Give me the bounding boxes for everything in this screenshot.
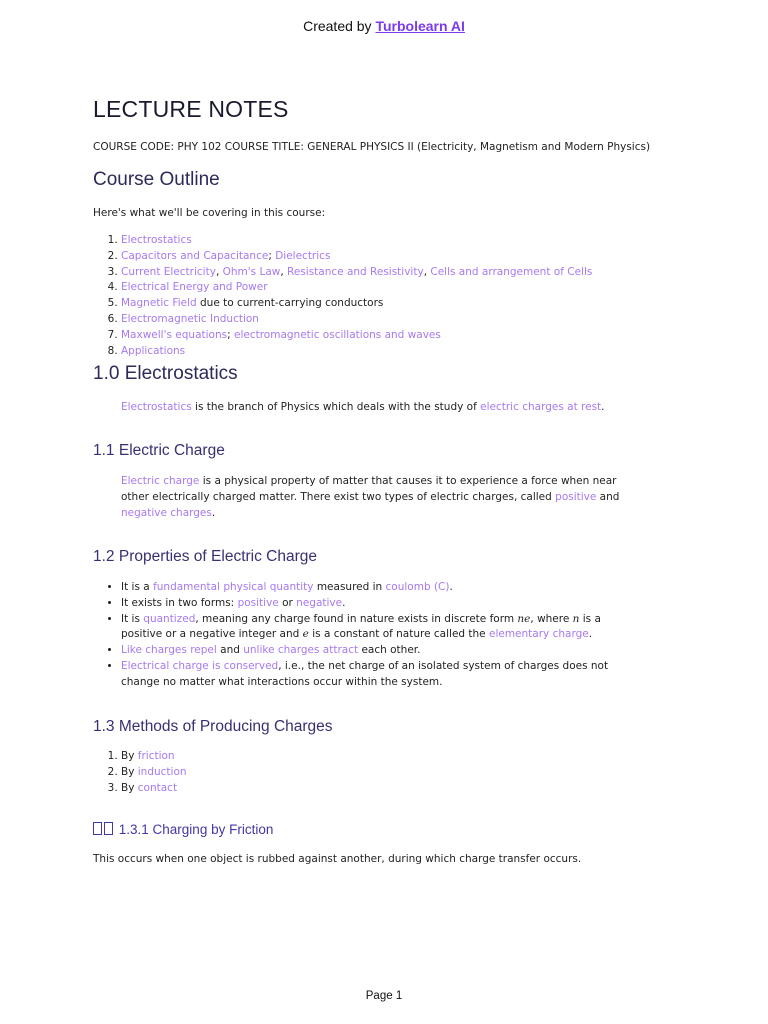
text-run: . (342, 596, 346, 609)
text-run: . (449, 581, 453, 593)
text-run: It is (121, 612, 144, 625)
term-link[interactable]: Cells and arrangement of Cells (430, 265, 593, 278)
text-run: is a constant of nature called the (308, 628, 489, 641)
section-1-0-heading: 1.0 Electrostatics (93, 363, 238, 384)
text-run: is a physical property of matter that causes it to experience a force when near other electrically charged matter. There exist two types of electric charges, called (121, 475, 617, 503)
turbolearn-link[interactable]: Turbolearn AI (375, 18, 465, 34)
list-item (121, 659, 641, 691)
term-link[interactable]: coulomb (C) (385, 581, 450, 593)
outline-heading: Course Outline (93, 169, 220, 190)
section-1-3-1-text: This occurs when one object is rubbed against another, during which charge transfer occurs. (93, 853, 582, 865)
text-run: is the branch of Physics which deals with the study of (191, 401, 481, 413)
list-item (121, 249, 592, 265)
term-link[interactable]: Magnetic Field (121, 297, 197, 310)
header-prefix: Created by (303, 18, 376, 34)
text-run: is a positive or a negative integer and (121, 612, 601, 641)
term-link[interactable]: elementary charge (488, 628, 589, 641)
term-link[interactable]: Resistance and Resistivity (287, 265, 424, 278)
term-link[interactable]: positive (555, 490, 597, 503)
text-run: It exists in two forms: (121, 596, 238, 609)
text-run: measured in (313, 581, 386, 593)
text-run: , (280, 265, 288, 278)
text-run: By (121, 750, 138, 762)
term-link[interactable]: Applications (121, 344, 186, 357)
properties-list (93, 580, 641, 691)
list-item (121, 280, 592, 296)
page-number: Page 1 (365, 990, 403, 1002)
term-link[interactable]: electric charges at rest (480, 401, 602, 413)
text-run: , (215, 265, 223, 278)
term-link[interactable]: induction (137, 765, 187, 778)
list-item (121, 596, 641, 612)
list-item (121, 781, 187, 797)
term-link[interactable]: Maxwell's equations (121, 328, 228, 341)
text-run: . (588, 628, 593, 641)
term-link[interactable]: Electromagnetic Induction (121, 312, 259, 325)
list-item (121, 328, 592, 344)
list-item (121, 233, 592, 249)
text-run: By (121, 781, 138, 794)
list-item (121, 265, 592, 281)
text-run: . (601, 401, 605, 413)
section-1-3-1-heading (93, 822, 273, 837)
section-1-3-1-title: 1.3.1 Charging by Friction (118, 822, 274, 837)
text-run: , where (530, 612, 573, 625)
list-item (121, 580, 641, 596)
term-link[interactable]: positive (237, 596, 279, 609)
term-link[interactable]: contact (137, 781, 178, 794)
term-link[interactable]: fundamental physical quantity (153, 581, 314, 593)
methods-list (93, 749, 187, 796)
math-symbol: e (302, 628, 309, 641)
text-run: due to current-carrying conductors (196, 297, 384, 310)
list-item (121, 765, 187, 781)
term-link[interactable]: quantized (143, 612, 196, 625)
term-link[interactable]: Capacitors and Capacitance (121, 249, 269, 262)
outline-intro: Here's what we'll be covering in this course: (93, 207, 326, 219)
term-link[interactable]: negative (296, 596, 343, 609)
text-run: . (211, 506, 216, 519)
list-item (121, 296, 592, 312)
section-1-3-heading: 1.3 Methods of Producing Charges (93, 718, 333, 735)
missing-glyph-icon (93, 822, 115, 837)
list-item (121, 312, 592, 328)
text-run: and (596, 490, 620, 503)
text-run: ; (268, 249, 276, 262)
list-item (121, 643, 641, 659)
list-item (121, 344, 592, 360)
section-1-2-heading: 1.2 Properties of Electric Charge (93, 548, 317, 565)
term-link[interactable]: unlike charges attract (243, 644, 359, 657)
term-link[interactable]: electromagnetic oscillations and waves (233, 328, 441, 341)
term-link[interactable]: friction (137, 750, 175, 762)
text-run: It is a (121, 581, 154, 593)
list-item (121, 749, 187, 765)
text-run: , (423, 265, 431, 278)
text-run: By (121, 765, 138, 778)
course-info: COURSE CODE: PHY 102 COURSE TITLE: GENERAL PHYSICS II (Electricity, Magnetism and Modern Physics) (93, 141, 651, 153)
page-header (0, 18, 768, 34)
math-symbol: n (572, 612, 580, 625)
term-link[interactable]: Like charges repel (121, 644, 217, 657)
text-run: and (216, 644, 244, 657)
section-1-1-heading: 1.1 Electric Charge (93, 442, 225, 459)
text-run: , meaning any charge found in nature exists in discrete form (195, 612, 518, 625)
term-link[interactable]: Electrostatics (121, 234, 192, 246)
term-link[interactable]: Current Electricity (121, 265, 216, 278)
term-link[interactable]: Ohm's Law (222, 265, 281, 278)
math-symbol: ne (517, 612, 531, 625)
section-1-0-text (93, 400, 653, 416)
text-run: ; (227, 328, 234, 341)
text-run: each other. (358, 644, 421, 657)
term-link[interactable]: Electric charge (121, 475, 200, 487)
page-title: LECTURE NOTES (93, 96, 289, 122)
term-link[interactable]: Electrical Energy and Power (121, 281, 268, 294)
list-item (121, 612, 641, 644)
section-1-1-text (93, 474, 625, 521)
text-run: or (278, 596, 297, 609)
term-link[interactable]: Dielectrics (275, 249, 331, 262)
outline-list (93, 233, 592, 359)
text-run: , i.e., the net charge of an isolated system of charges does not change no matter what interactions occur within the system. (121, 659, 609, 688)
term-link[interactable]: negative charges (121, 506, 212, 519)
term-link[interactable]: Electrostatics (121, 401, 192, 413)
term-link[interactable]: Electrical charge is conserved (121, 659, 279, 672)
